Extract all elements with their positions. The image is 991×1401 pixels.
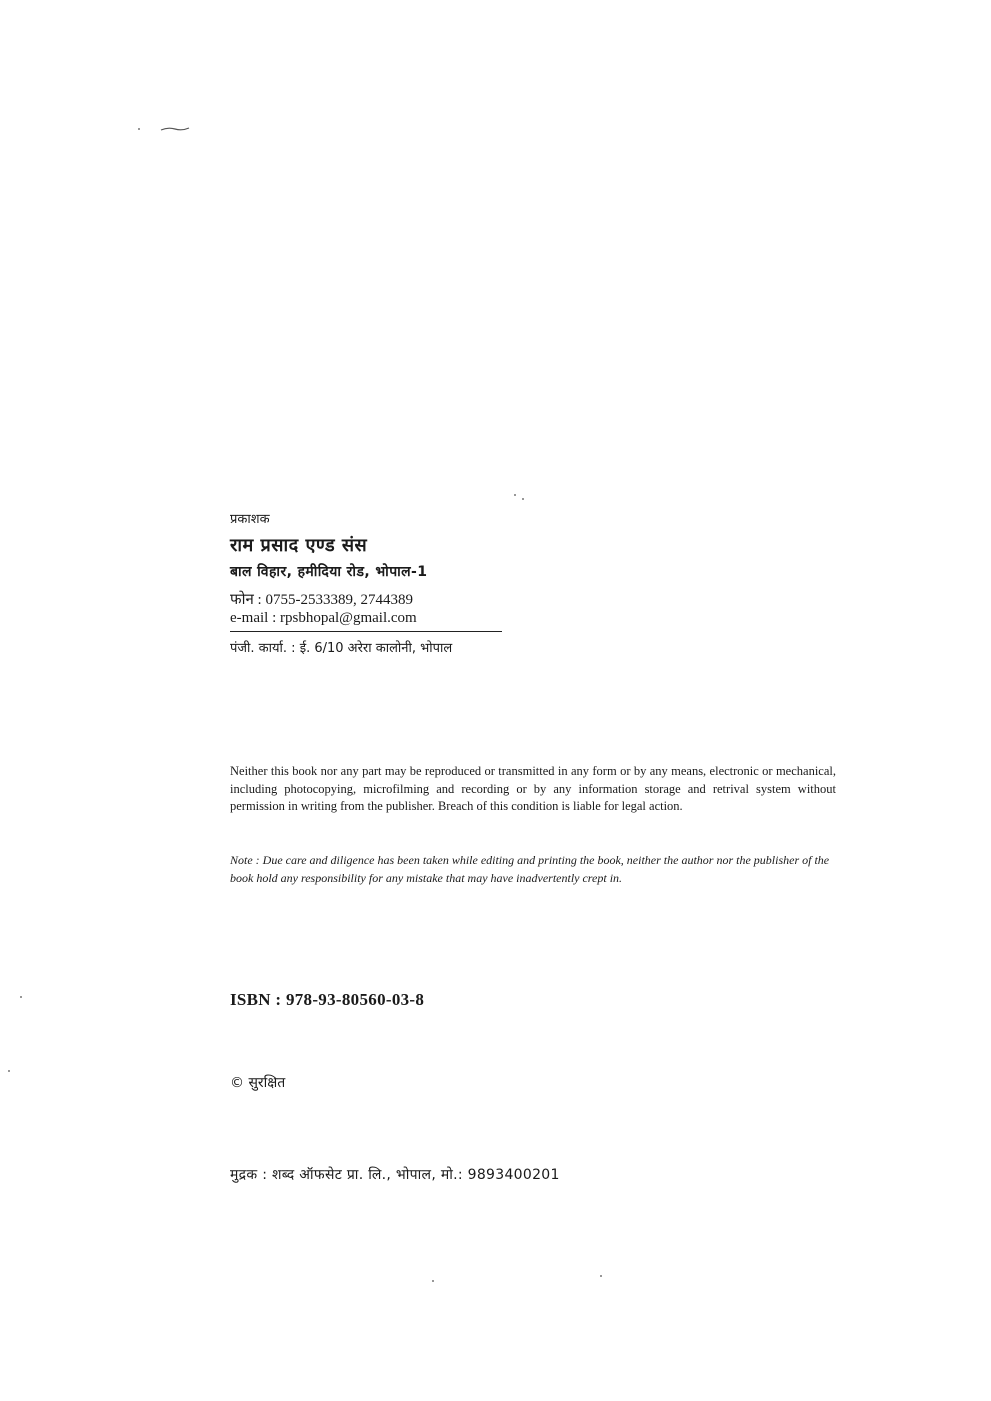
scan-speck: [432, 1280, 434, 1282]
isbn: ISBN : 978-93-80560-03-8: [230, 990, 425, 1009]
publisher-email: e-mail : rpsbhopal@gmail.com: [230, 610, 417, 626]
publisher-label: प्रकाशक: [230, 512, 270, 527]
publisher-phone: फोन : 0755-2533389, 2744389: [230, 592, 413, 608]
printer-info: मुद्रक : शब्द ऑफसेट प्रा. लि., भोपाल, मो.: 9893400201: [230, 1167, 560, 1183]
scan-speck: [20, 996, 22, 998]
scan-speck: [522, 498, 524, 500]
registered-office: पंजी. कार्या. : ई. 6/10 अरेरा कालोनी, भोपाल: [230, 641, 453, 656]
scan-speck: [8, 1070, 10, 1072]
scan-mark: [160, 127, 190, 131]
scan-speck: [138, 128, 140, 130]
scan-speck: [600, 1275, 602, 1277]
disclaimer-note: Note : Due care and diligence has been taken while editing and printing the book, neither the author nor the publisher of the book hold any responsibility for any mistake that may have inadvertently crept in.: [230, 853, 830, 885]
copyright: © सुरक्षित: [230, 1075, 286, 1091]
divider: [230, 631, 502, 632]
publisher-name: राम प्रसाद एण्ड संस: [230, 535, 368, 556]
scan-speck: [514, 494, 516, 496]
rights-notice: Neither this book nor any part may be reproduced or transmitted in any form or by any means, electronic or mechanical, including photocopying, microfilming and recording or by any information storage and retrival system without permission in writing from the publisher. Breach of this condition is liable for legal action.: [230, 764, 836, 813]
publisher-address: बाल विहार, हमीदिया रोड, भोपाल-1: [230, 564, 428, 580]
